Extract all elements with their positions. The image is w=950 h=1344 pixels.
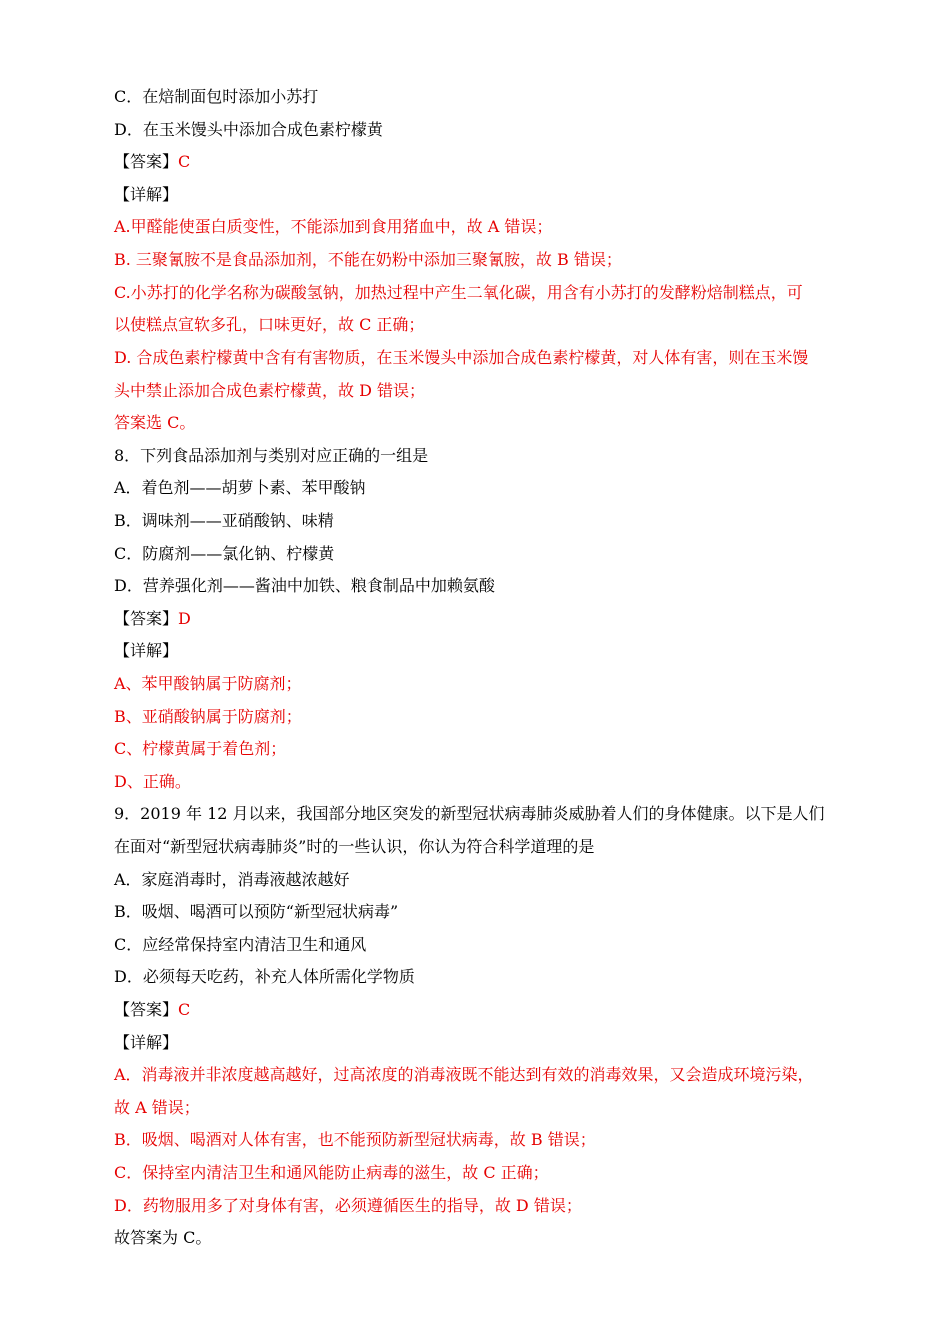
q7-detail-line: A.甲醛能使蛋白质变性，不能添加到食用猪血中，故 A 错误； bbox=[114, 217, 553, 236]
q9-detail-line: D．药物服用多了对身体有害，必须遵循医生的指导，故 D 错误； bbox=[114, 1196, 582, 1215]
q9-detail-line: A．消毒液并非浓度越高越好，过高浓度的消毒液既不能达到有效的消毒效果，又会造成环境污染， bbox=[114, 1065, 814, 1084]
q7-answer bbox=[114, 152, 190, 172]
q8-option-b: B．调味剂——亚硝酸钠、味精 bbox=[114, 511, 334, 530]
q8-option-c: C．防腐剂——氯化钠、柠檬黄 bbox=[114, 544, 335, 563]
q9-stem-line: 9．2019 年 12 月以来，我国部分地区突发的新型冠状病毒肺炎威胁着人们的身体健康。以下是人们 bbox=[114, 804, 825, 823]
q9-detail-line: B．吸烟、喝酒对人体有害，也不能预防新型冠状病毒，故 B 错误； bbox=[114, 1130, 596, 1149]
answer-value: C bbox=[178, 1000, 191, 1019]
q7-detail-line: 以使糕点宣软多孔，口味更好，故 C 正确； bbox=[114, 315, 425, 334]
q9-option-a: A．家庭消毒时，消毒液越浓越好 bbox=[114, 870, 350, 889]
q9-detail-line: 故 A 错误； bbox=[114, 1098, 200, 1117]
answer-value: C bbox=[178, 152, 191, 171]
q9-detail-conclusion: 故答案为 C。 bbox=[114, 1228, 212, 1247]
q8-detail-line: A、苯甲酸钠属于防腐剂； bbox=[114, 674, 302, 693]
q8-detail-line: C、柠檬黄属于着色剂； bbox=[114, 739, 287, 758]
q9-option-d: D．必须每天吃药，补充人体所需化学物质 bbox=[114, 967, 415, 986]
q7-detail-line: C.小苏打的化学名称为碳酸氢钠，加热过程中产生二氧化碳，用含有小苏打的发酵粉焙制糕点，可 bbox=[114, 283, 803, 302]
q9-answer bbox=[114, 1000, 190, 1020]
answer-value: D bbox=[178, 609, 191, 628]
q8-detail-label: 【详解】 bbox=[114, 641, 179, 660]
q8-answer bbox=[114, 609, 191, 629]
q7-option-d: D．在玉米馒头中添加合成色素柠檬黄 bbox=[114, 120, 383, 139]
q7-detail-line: D. 合成色素柠檬黄中含有有害物质，在玉米馒头中添加合成色素柠檬黄，对人体有害，则在玉米馒 bbox=[114, 348, 809, 367]
q9-detail-label: 【详解】 bbox=[114, 1033, 179, 1052]
q7-detail-conclusion: 答案选 C。 bbox=[114, 413, 196, 432]
answer-label: 【答案】 bbox=[114, 609, 179, 628]
q8-detail-line: D、正确。 bbox=[114, 772, 191, 791]
q9-option-b: B．吸烟、喝酒可以预防“新型冠状病毒” bbox=[114, 902, 399, 921]
q9-option-c: C．应经常保持室内清洁卫生和通风 bbox=[114, 935, 367, 954]
q8-detail-line: B、亚硝酸钠属于防腐剂； bbox=[114, 707, 302, 726]
q8-option-d: D．营养强化剂——酱油中加铁、粮食制品中加赖氨酸 bbox=[114, 576, 495, 595]
q7-detail-line: B. 三聚氰胺不是食品添加剂，不能在奶粉中添加三聚氰胺，故 B 错误； bbox=[114, 250, 622, 269]
answer-label: 【答案】 bbox=[114, 152, 179, 171]
q9-detail-line: C．保持室内清洁卫生和通风能防止病毒的滋生，故 C 正确； bbox=[114, 1163, 549, 1182]
q7-detail-line: 头中禁止添加合成色素柠檬黄，故 D 错误； bbox=[114, 381, 426, 400]
q7-detail-label: 【详解】 bbox=[114, 185, 179, 204]
q9-stem-line: 在面对“新型冠状病毒肺炎”时的一些认识，你认为符合科学道理的是 bbox=[114, 837, 595, 856]
q7-option-c: C．在焙制面包时添加小苏打 bbox=[114, 87, 319, 106]
q8-stem: 8．下列食品添加剂与类别对应正确的一组是 bbox=[114, 446, 429, 465]
q8-option-a: A．着色剂——胡萝卜素、苯甲酸钠 bbox=[114, 478, 366, 497]
answer-label: 【答案】 bbox=[114, 1000, 179, 1019]
